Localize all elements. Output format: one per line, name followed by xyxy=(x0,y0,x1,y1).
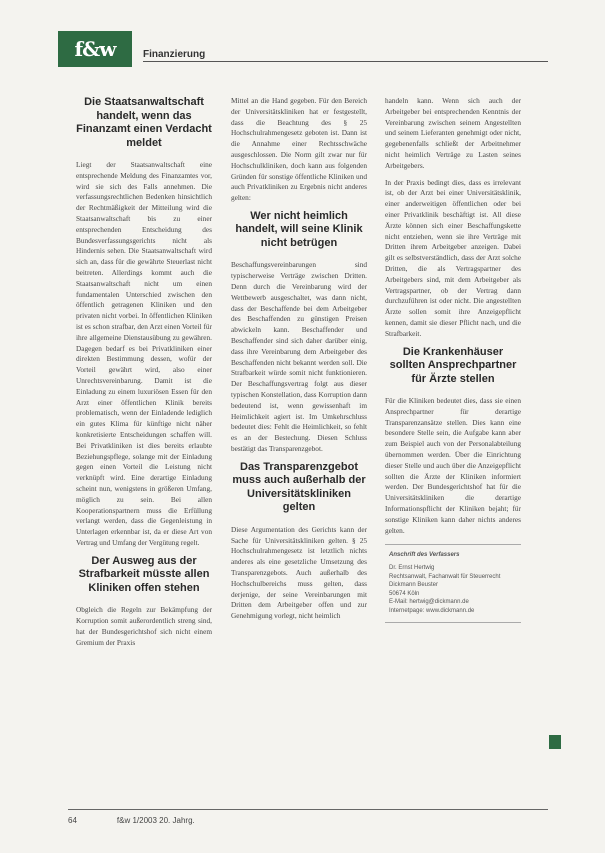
contact-firm: Dickmann Beuster xyxy=(389,582,439,589)
paragraph: Mittel an die Hand gegeben. Für den Bereich der Universitätskliniken hat er festgestellt, dass die Beachtung des § 25 Hochschulrahmengesetz geboten ist. Dann ist die Annahme einer Rechtsschwäche ausgeschlossen. Die Norm gilt zwar nur für Hochschulkliniken, doch kann aus folgenden Gründen für sonstige öffentliche Kliniken und auch Privatkliniken zu Ergebnis nicht anderes gelten: xyxy=(231,96,367,203)
column-3 xyxy=(385,96,521,623)
paragraph: Obgleich die Regeln zur Bekämpfung der Korruption somit außerordentlich streng sind, hat der Bundesgerichtshof sich nicht einem Gremium der Praxis xyxy=(76,605,212,647)
heading-ansprechpartner: Die Krankenhäuser sollten Ansprechpartner für Ärzte stellen xyxy=(389,345,517,385)
heading-ausweg: Der Ausweg aus der Strafbarkeit müsste allen Kliniken offen stehen xyxy=(78,554,210,594)
publication-info: f&w 1/2003 20. Jahrg. xyxy=(116,816,195,825)
footer-rule xyxy=(68,809,548,810)
contact-role: Rechtsanwalt, Fachanwalt für Steuerrecht xyxy=(389,573,501,580)
heading-transparenzgebot: Das Transparenzgebot muss auch außerhalb der Universitätskliniken gelten xyxy=(232,460,366,514)
contact-web: Internetpage: www.dickmann.de xyxy=(389,607,475,614)
contact-city: 50674 Köln xyxy=(389,590,420,597)
header-rule xyxy=(143,61,548,62)
page-number: 64 xyxy=(68,816,77,825)
paragraph: In der Praxis bedingt dies, dass es irrelevant ist, ob der Arzt bei einer Universitätsklinik, einer anderweitigen öffentlichen oder bei einer Privatklinik beschäftigt ist. All diese Ärzte können sich einer Beschaffungskette nicht entziehen, wenn sie ihre Verträge mit Dritten ihrem Arbeitgeber anzeigen. Dabei gilt es selbstverständlich, dass der Arzt solche Dritten, die als Vertragspartner des Arbeitgebers sind, mit dem Arbeitgeber als Vertragspartner, ob der Vertrag dann durchzuführen ist oder nicht. Die angestellten Ärzte sollen somit ihre Anzeigepflicht kennen, damit sie dieser Pflicht nach, und die Strafbarkeit. xyxy=(385,177,521,338)
paragraph: Diese Argumentation des Gerichts kann der Sache für Universitätskliniken gelten. § 25 Hochschulrahmengesetz ist letztlich nichts anderes als eine gesetzliche Umsetzung des Transparenzgebots. Auch außerhalb des Hochschulbereichs muss gelten, dass derjenige, der seine Vereinbarungen mit Dritten dem Arbeitgeber offen und zur Genehmigung vorlegt, nicht heimlich xyxy=(231,524,367,621)
heading-heimlich: Wer nicht heimlich handelt, will seine Klinik nicht betrügen xyxy=(235,209,363,249)
end-marker xyxy=(549,735,561,749)
author-contact-box xyxy=(385,544,521,622)
column-2 xyxy=(231,96,367,628)
paragraph: Beschaffungsvereinbarungen sind typischerweise Verträge zwischen Dritten. Denn durch die Vereinbarung wird der Wettbewerb ausgeschaltet, was dann nicht, dass der Beschaffende bei dem Arbeitgeber des Beschaffenden zu günstigen Preisen abwickeln kann. Beschaffender und Beschaffender sind sich daher darüber einig, dass ihre Vereinbarung dem Arbeitgeber des Beschaffenden nicht bekannt werden soll. Die Strafbarkeit würde somit nicht funktionieren. Der Beschaffungsvertrag folgt aus dieser typischen Konstellation, dass Korruption dann bedeutend ist, wenn gewissenhaft im Heimlichkeit agiert ist. Im Umkehrschluss bedeutet dies: Fehlt die Heimlichkeit, so fehlt es an der Bestechung. Diesen Schluss bestätigt das Transparenzgebot. xyxy=(231,260,367,454)
heading-staatsanwaltschaft: Die Staatsanwaltschaft handelt, wenn das Finanzamt einen Verdacht meldet xyxy=(76,96,212,149)
paragraph: Für die Kliniken bedeutet dies, dass sie einen Ansprechpartner für derartige Transparenzansätze stellen. Dies kann eine besondere Stelle sein, die Aufgabe kann aber zum Beispiel auch von der Personalabteilung übernommen werden. Über die Einrichtung dieser Stelle und auch über die Anzeigepflicht sollten die Ärzte der Kliniken informiert werden. Der Bundesgerichtshof hat für die Universitätskliniken die derartige Informationspflicht der Kliniken bejaht; für sonstige Kliniken kann daher nichts anderes gelten. xyxy=(385,396,521,535)
paragraph: Liegt der Staatsanwaltschaft eine entsprechende Meldung des Finanzamtes vor, wird sie sich des Falls annehmen. Die verfassungsrechtlichen Bedenken hinsichtlich der Rechtmäßigkeit der Mitteilung wird die Staatsanwaltschaft bis zu einer entsprechenden Entscheidung des Bundesverfassungsgerichts nicht als Hindernis sehen. Die Staatsanwaltschaft wird sich an, dass für die gewährte Steuerlast nicht beitreten. Allerdings kommt auch die Staatsanwaltschaft nicht um einen fundamentalen Unterschied zwischen den öffentlich getragenen Kliniken und den privaten nicht vorbei. In öffentlichen Kliniken ist es schon strafbar, den Arzt einen Vorteil für ihre allgemeine Dienstausübung zu gewähren. Dagegen bedarf es bei Privatkliniken einer direkten Bestimmung dessen, wofür der Vorteil gewährt wird, also einer Unrechtsvereinbarung. Damit ist die Einladung zu einem luxuriösen Essen für den Arzt einer öffentlichen Klinik bereits problematisch, wenn der Einladende lediglich ein gutes Klima für künftige nicht näher konkretisierte Entscheidungen schaffen will. Bei Privatkliniken ist dies bereits erlaubte Beziehungspflege, solange mit der Einladung gegen einen Vorteil die Leistung nicht verknüpft wird. Eine derartige Einladung scheint nun, wenigstens in größeren Umfang, möglich zu sein. Bei allen Kooperationspartnern muss die Erfüllung verlangt werden, dass die Gegenleistung in Unterlagen erkennbar ist, da er diese Art von Vertrag und Umfang der Vergütung regelt. xyxy=(76,160,212,547)
magazine-logo: f&w xyxy=(58,31,132,67)
contact-title: Anschrift des Verfassers xyxy=(389,552,460,559)
contact-email: E-Mail: hertwig@dickmann.de xyxy=(389,599,469,606)
section-label: Finanzierung xyxy=(143,49,206,60)
page-footer xyxy=(68,816,195,825)
paragraph: handeln kann. Wenn sich auch der Arbeitgeber bei entsprechenden Kenntnis der Vereinbarung zwischen seinem Angestellten und seinem Lieferanten genehmigt oder nicht, gegebenenfalls schließt der Arbeitnehmer nicht heimlich Verträge zu Lasten seines Arbeitgebers. xyxy=(385,96,521,170)
column-1 xyxy=(76,96,212,654)
contact-name: Dr. Ernst Hertwig xyxy=(389,564,435,571)
